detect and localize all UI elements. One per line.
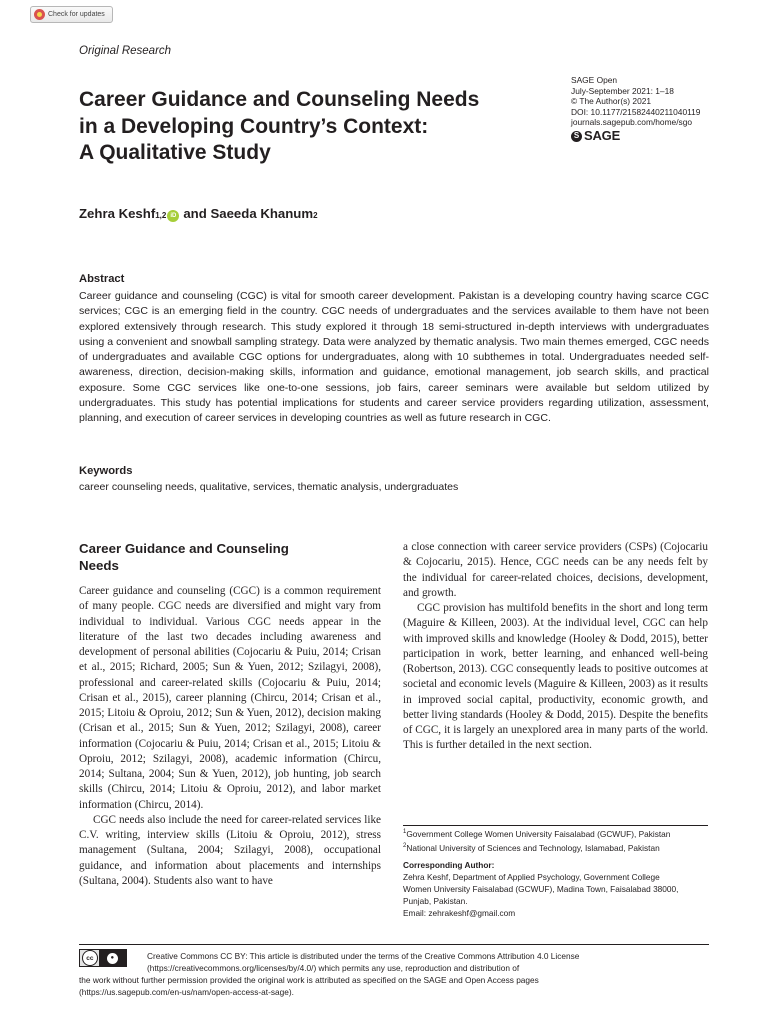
author-list: Zehra Keshf 1,2 iD and Saeeda Khanum 2 [79,206,318,221]
affiliation-text: National University of Sciences and Technology, Islamabad, Pakistan [406,842,660,853]
keywords-text: career counseling needs, qualitative, services, thematic analysis, undergraduates [79,481,459,493]
body-paragraph: CGC provision has multifold benefits in the short and long term (Maguire & Killeen, 2003). At the individual level, CGC can help with improved skills and knowledge (Hooley & Dodd, 2015), better participation in work, better learning, and enhanced well-being (Robertson, 2013). CGC consequently leads to positive outcomes at societal and economic levels (Maguire & Killeen, 2003) as it results in improved social capital, productivity, economic growth, and better living standards (Hooley & Dodd, 2015). Despite the benefits of CGC, it is largely an unexplored area in many parts of the world. This is further detailed in the next section. [403,602,708,752]
body-column-right [403,540,708,754]
author-name: Zehra Keshf [79,206,156,221]
corresponding-author [403,859,708,919]
by-icon [99,950,126,966]
corresponding-line: Women University Faisalabad (GCWUF), Madina Town, Faisalabad 38000, [403,884,679,894]
license-link[interactable]: (https://us.sagepub.com/en-us/nam/open-access-at-sage). [79,987,294,997]
footer-divider [79,944,709,945]
body-column-left [79,584,381,889]
journal-url[interactable]: journals.sagepub.com/home/sgo [571,117,693,128]
title-line: Career Guidance and Counseling Needs [79,88,480,111]
check-for-updates-label: Check for updates [48,11,105,18]
corresponding-email[interactable]: Email: zehrakeshf@gmail.com [403,908,516,918]
body-paragraph: Career guidance and counseling (CGC) is a common requirement of many people. CGC needs are diversified and might vary from individual to individual. Various CGC needs appear in the literature of the last two decades including awareness and development of personal abilities (Cojocariu & Puiu, 2014; Crisan et al., 2015; Richard, 2005; Sun & Yuen, 2012; Szilagyi, 2008), professional and career-related skills (Cojocariu & Puiu, 2014; Crisan et al., 2015), career planning (Chircu, 2014; Crisan et al., 2015; Litoiu & Oproiu, 2012; Sun & Yuen, 2012), decision making (Crisan et al., 2015; Sun & Yuen, 2012; Szilagyi, 2008), career information (Cojocariu & Puiu, 2014; Crisan et al., 2015; Litoiu & Oproiu, 2012; Szilagyi, 2008), academic information (Chircu, 2014; Sultana, 2004; Sun & Yuen, 2012), job hunting, job search skills (Chircu, 2014; Litoiu & Oproiu, 2012), and labor market information (Chircu, 2014). [79,585,381,811]
article-type: Original Research [79,45,172,57]
journal-issue: July-September 2021: 1–18 [571,85,674,96]
affiliation-sup: 1 [403,829,407,835]
title-line: A Qualitative Study [79,141,271,164]
abstract-text: Career guidance and counseling (CGC) is vital for smooth career development. Pakistan is a developing country having scarce CGC services; CGC is an emerging field in the country. CGC needs of undergraduates and the services available to them have not been explored extensively through research. This study explored it through 18 semi-structured in-depth interviews with undergraduates using a convenient and snowball sampling strategy. Data were analyzed by thematic analysis. Two main themes emerged, CGC needs of undergraduates and available CGC options for undergraduates, along with 10 subthemes in total. Undergraduates needed self-awareness, direction, decision-making skills, information and guidance, emotional management, job search skills, and practical exposure. Some CGC services like one-to-one sessions, job fairs, career seminars were available but seldom utilized by undergraduates. This study has potential implications for students and career service providers regarding utilization, assessment, planning, and execution of career services in developing countries as well as future research in CGC. [79,290,709,425]
abstract-heading: Abstract [79,273,125,285]
update-icon [34,9,45,20]
title-line: in a Developing Country’s Context: [79,114,429,138]
journal-name: SAGE Open [571,75,618,85]
sage-logo [571,128,700,144]
corresponding-line: Punjab, Pakistan. [403,896,468,906]
paper-title [79,87,539,167]
doi-link[interactable]: DOI: 10.1177/21582440211040119 [571,106,701,117]
license-text-continued [79,974,539,998]
keywords-heading: Keywords [79,465,133,477]
orcid-icon[interactable]: iD [167,210,179,222]
section-heading: Career Guidance and Counseling Needs [79,541,289,573]
affiliation-item [403,840,708,854]
journal-meta [571,75,700,142]
license-line: Creative Commons CC BY: This article is distributed under the terms of the Creative Commons Attribution 4.0 License [147,951,580,961]
body-paragraph: a close connection with career service providers (CSPs) (Cojocariu & Cojocariu, 2015). Hence, CGC needs can be any needs felt by the individual for career-related choices, decisions, development, and growth. [403,541,708,599]
author-connector: and [183,206,207,221]
sage-s-icon: S [571,131,582,142]
corresponding-line: Zehra Keshf, Department of Applied Psychology, Government College [403,872,660,882]
check-for-updates-button[interactable] [30,6,113,23]
affiliation-text: Government College Women University Faisalabad (GCWUF), Pakistan [406,828,671,839]
license-text [147,950,579,974]
cc-by-badge[interactable] [79,949,127,967]
sage-logo-text: SAGE [584,128,621,144]
license-link[interactable]: (https://creativecommons.org/licenses/by/4.0/) which permits any use, reproduction and distribution of [147,963,520,973]
cc-icon: cc [82,950,98,966]
corresponding-label: Corresponding Author: [403,860,495,870]
body-paragraph: CGC needs also include the need for career-related services like C.V. writing, interview skills (Litoiu & Oproiu, 2012), stress management (Sultana, 2004; Szilagyi, 2008), occupational guidance, and information about placements and internships (Sultana, 2004). Students also want to have [79,813,381,887]
copyright: © The Author(s) 2021 [571,96,652,107]
author-name: Saeeda Khanum [210,206,314,221]
affiliation-sup: 2 [403,842,407,849]
by-person-icon: ● [107,953,118,964]
affiliations [403,825,708,854]
affiliation-item [403,826,708,840]
license-line: the work without further permission provided the original work is attributed as specified on the SAGE and Open Access pages [79,975,539,985]
